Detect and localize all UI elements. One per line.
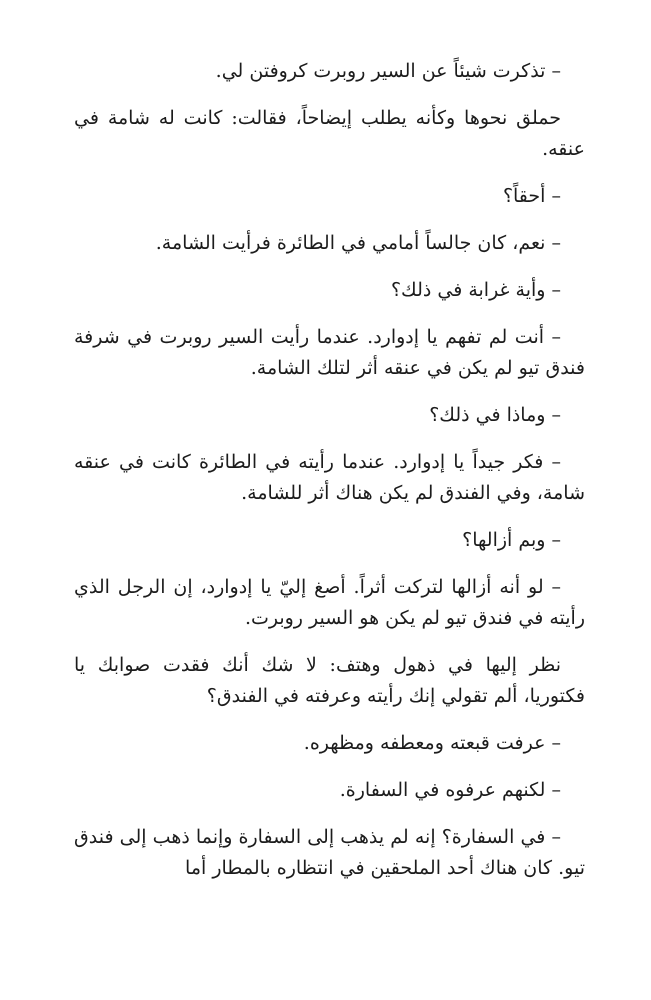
- paragraph: – لكنهم عرفوه في السفارة.: [339, 779, 561, 801]
- paragraph: – لو أنه أزالها لتركت أثراً. أصغ إليّ يا إدوارد، إن الرجل الذي رأيته في فندق تيو لم يكن هو السير روبرت.: [74, 576, 585, 629]
- paragraph: – وأية غرابة في ذلك؟: [390, 279, 561, 301]
- paragraph: – وبم أزالها؟: [462, 529, 561, 551]
- paragraph: – تذكرت شيئاً عن السير روبرت كروفتن لي.: [215, 60, 561, 82]
- paragraph: – أحقاً؟: [502, 185, 561, 207]
- paragraph: – عرفت قبعته ومعطفه ومظهره.: [303, 732, 561, 754]
- paragraph: – أنت لم تفهم يا إدوارد. عندما رأيت السير روبرت في شرفة فندق تيو لم يكن في عنقه أثر لتلك الشامة.: [74, 326, 585, 379]
- paragraph: – في السفارة؟ إنه لم يذهب إلى السفارة وإنما ذهب إلى فندق تيو. كان هناك أحد الملحقين في انتظاره بالمطار أما: [74, 826, 585, 879]
- paragraph: – وماذا في ذلك؟: [429, 404, 561, 426]
- paragraph: نظر إليها في ذهول وهتف: لا شك أنك فقدت صوابك يا فكتوريا، ألم تقولي إنك رأيته وعرفته في الفندق؟: [74, 654, 585, 707]
- paragraph: – نعم، كان جالساً أمامي في الطائرة فرأيت الشامة.: [155, 232, 561, 254]
- paragraph: – فكر جيداً يا إدوارد. عندما رأيته في الطائرة كانت في عنقه شامة، وفي الفندق لم يكن هناك أثر للشامة.: [74, 451, 585, 504]
- paragraph: حملق نحوها وكأنه يطلب إيضاحاً، فقالت: كانت له شامة في عنقه.: [74, 107, 585, 160]
